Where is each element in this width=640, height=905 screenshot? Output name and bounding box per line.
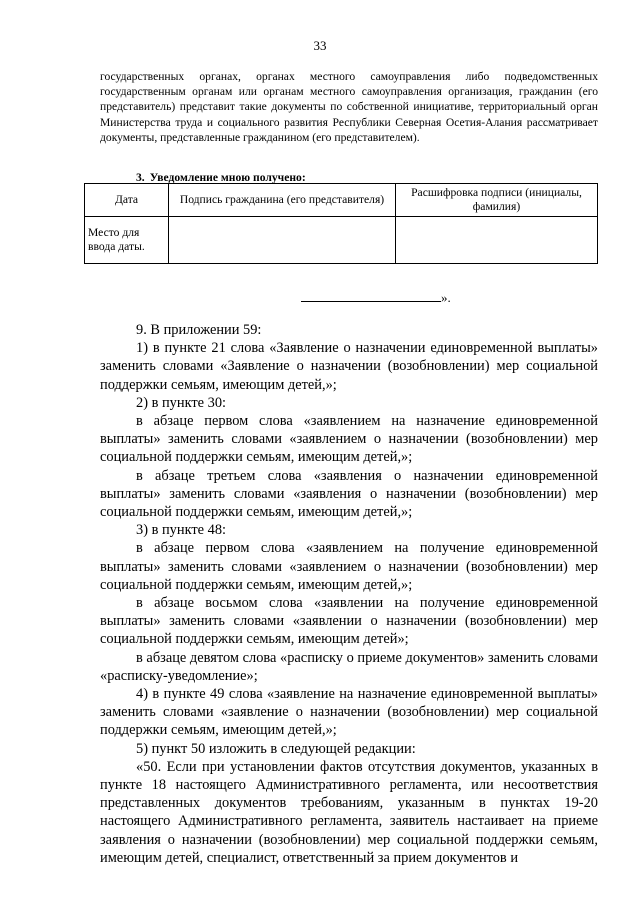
notice-title: Уведомление мною получено: bbox=[149, 171, 306, 184]
table-header-row bbox=[85, 184, 598, 217]
signature-underline bbox=[301, 290, 441, 302]
notice-number: 3. bbox=[136, 171, 145, 184]
body-paragraph: 1) в пункте 21 слова «Заявление о назначении единовременной выплаты» заменить словами «Заявление о назначении (возобновлении) мер социальной поддержки семьям, имеющим детей,»; bbox=[100, 340, 598, 393]
signature-close-quote: ». bbox=[441, 290, 451, 305]
signature-decoding-cell[interactable] bbox=[396, 217, 598, 264]
body-paragraph: в абзаце первом слова «заявлением на назначение единовременной выплаты» заменить словами «заявлением о назначении (возобновлении) мер социальной поддержки семьям, имеющим детей,»; bbox=[100, 413, 598, 466]
header-signature-decoding: Расшифровка подписи (инициалы, фамилия) bbox=[396, 184, 598, 217]
header-date: Дата bbox=[85, 184, 169, 217]
header-signature: Подпись гражданина (его представителя) bbox=[169, 184, 396, 217]
body-paragraph: в абзаце девятом слова «расписку о приеме документов» заменить словами «расписку-уведомление»; bbox=[100, 649, 598, 684]
body-paragraph: в абзаце третьем слова «заявления о назначении единовременной выплаты» заменить словами «заявления о назначении (возобновлении) мер социальной поддержки семьям, имеющим детей,»; bbox=[100, 467, 598, 521]
body-paragraph: «50. Если при установлении фактов отсутствия документов, указанных в пункте 18 настоящего Административного регламента, или несоответствия представленных документов требованиям, указанным в пунктах 19-20 настоящего Административного регламента, заявитель настаивает на приеме заявления о назначении (возобновлении) мер социальной поддержки семьям, имеющим детей, специалист, ответственный за прием документов и bbox=[100, 758, 598, 866]
body-paragraph: 3) в пункте 48: bbox=[136, 522, 227, 539]
page-number: 33 bbox=[313, 38, 327, 53]
intro-paragraph: государственных органах, органах местного самоуправления либо подведомственных государственным органам или органам местного самоуправления организация, гражданин (его представитель) представит такие документы по собственной инициативе, территориальный орган Министерства труда и социального развития Республики Северная Осетия-Алания рассматривает документы, представленные гражданином (его представителем). bbox=[100, 70, 598, 144]
date-field[interactable]: Место для ввода даты. bbox=[85, 217, 169, 264]
body-paragraph: 4) в пункте 49 слова «заявление на назначение единовременной выплаты» заменить словами «заявление о назначении (возобновлении) мер социальной поддержки семьям, имеющим детей,»; bbox=[100, 686, 598, 739]
body-paragraph: 2) в пункте 30: bbox=[136, 394, 227, 411]
notice-table bbox=[84, 183, 598, 264]
body-paragraph: 5) пункт 50 изложить в следующей редакции: bbox=[136, 740, 416, 757]
table-row bbox=[85, 217, 598, 264]
signature-cell[interactable] bbox=[169, 217, 396, 264]
amendments-body bbox=[100, 321, 598, 867]
signature-line bbox=[301, 290, 451, 306]
body-paragraph: в абзаце первом слова «заявлением на получение единовременной выплаты» заменить словами «заявлением о назначении (возобновлении) мер социальной поддержки семьям, имеющим детей,»; bbox=[100, 540, 598, 593]
body-paragraph: 9. В приложении 59: bbox=[136, 322, 262, 338]
body-paragraph: в абзаце восьмом слова «заявлении на получение единовременной выплаты» заменить словами «заявлении о назначении (возобновлении) мер социальной поддержки семьям, имеющим детей»; bbox=[100, 595, 598, 648]
